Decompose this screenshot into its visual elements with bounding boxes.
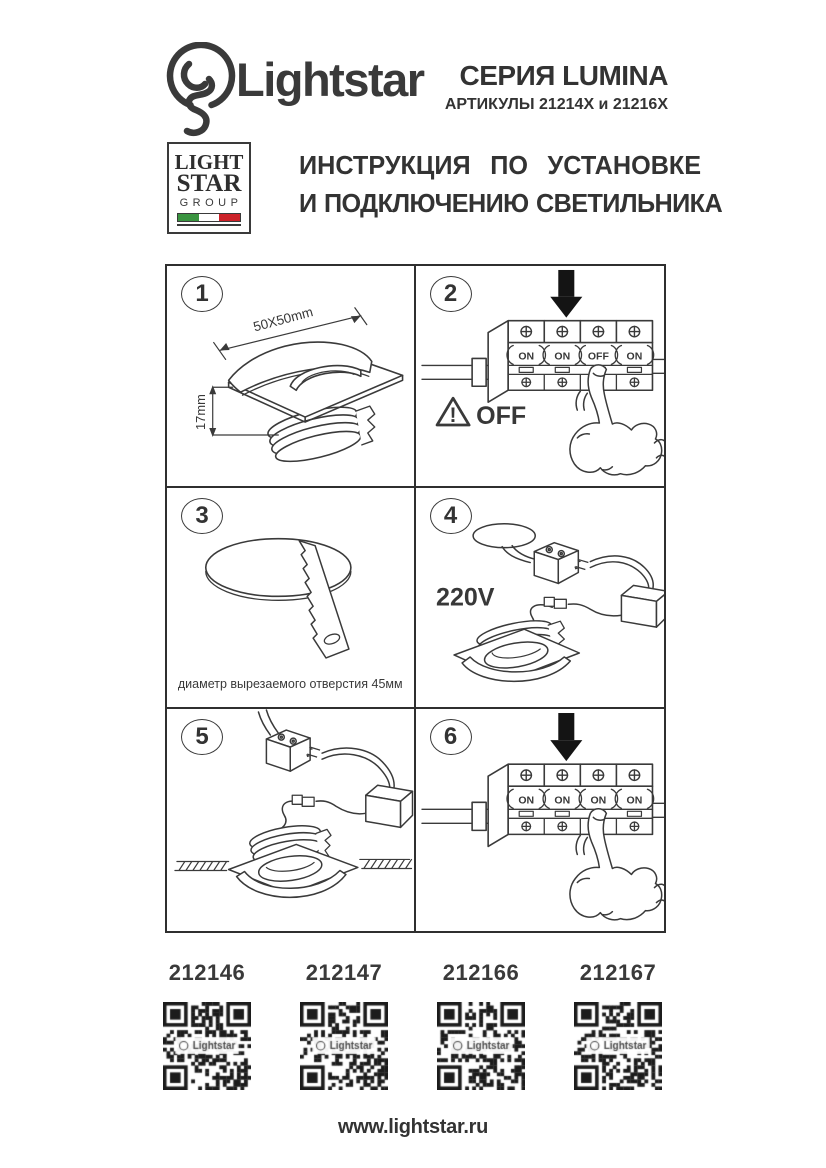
qr-code-2 — [300, 1002, 388, 1090]
driver-box — [366, 786, 413, 828]
terminal-block — [266, 730, 320, 771]
step-cell-2 — [416, 266, 665, 488]
switch-label: OFF — [587, 351, 609, 363]
switch-label: ON — [589, 794, 606, 807]
press-arrow-icon — [550, 713, 582, 761]
voltage-label: 220V — [435, 583, 495, 611]
switch-label: ON — [553, 794, 570, 807]
step-cell-6 — [416, 709, 665, 931]
italian-flag-stripe — [177, 213, 241, 222]
group-logo-light: LIGHT — [174, 150, 244, 174]
footer-url: www.lightstar.ru — [337, 1116, 489, 1138]
qr-code-1 — [163, 1002, 251, 1090]
product-code-3: 212166 — [442, 960, 520, 985]
switch-label: ON — [626, 351, 642, 363]
step-number-4: 4 — [430, 498, 472, 534]
instruction-title — [299, 150, 723, 219]
press-arrow-icon — [550, 270, 582, 318]
product-code-2: 212147 — [305, 960, 383, 985]
instruction-title-line1: ИНСТРУКЦИЯ ПО УСТАНОВКЕ — [299, 150, 702, 180]
series-title: СЕРИЯ LUMINA — [459, 60, 668, 91]
qr-code-4 — [574, 1002, 662, 1090]
product-code-4: 212167 — [579, 960, 657, 985]
group-logo-group: GROUP — [179, 197, 243, 209]
dimension-side-label: 17mm — [192, 394, 208, 431]
flag-underline — [177, 224, 241, 226]
steps-grid — [165, 264, 666, 933]
step-cell-4 — [416, 488, 665, 710]
switch-label: ON — [517, 794, 534, 807]
driver-box — [621, 585, 664, 627]
lightstar-bulb-icon — [166, 42, 236, 144]
hole-diameter-caption: диаметр вырезаемого отверстия 45мм — [177, 677, 403, 692]
step-number-5: 5 — [181, 719, 223, 755]
step-number-2: 2 — [430, 276, 472, 312]
switch-label: ON — [517, 351, 534, 363]
step-cell-3 — [167, 488, 416, 710]
group-logo-star: STAR — [176, 170, 242, 197]
switch-label: ON — [553, 351, 570, 363]
articles-line: АРТИКУЛЫ 21214X и 21216X — [444, 96, 668, 113]
step-cell-5 — [167, 709, 416, 931]
switch-label: ON — [626, 794, 642, 807]
group-logo-box — [167, 142, 251, 234]
qr-code-3 — [437, 1002, 525, 1090]
warning-off-label: OFF — [475, 402, 526, 431]
instruction-title-line2: И ПОДКЛЮЧЕНИЮ СВЕТИЛЬНИКА — [299, 188, 723, 218]
dimension-top-label: 50X50mm — [251, 304, 315, 335]
terminal-block — [534, 542, 588, 583]
step-number-6: 6 — [430, 719, 472, 755]
step-number-3: 3 — [181, 498, 223, 534]
brand-wordmark: Lightstar — [236, 53, 424, 106]
product-code-1: 212146 — [168, 960, 246, 985]
step-cell-1 — [167, 266, 416, 488]
warning-exclamation: ! — [449, 404, 457, 428]
step-number-1: 1 — [181, 276, 223, 312]
